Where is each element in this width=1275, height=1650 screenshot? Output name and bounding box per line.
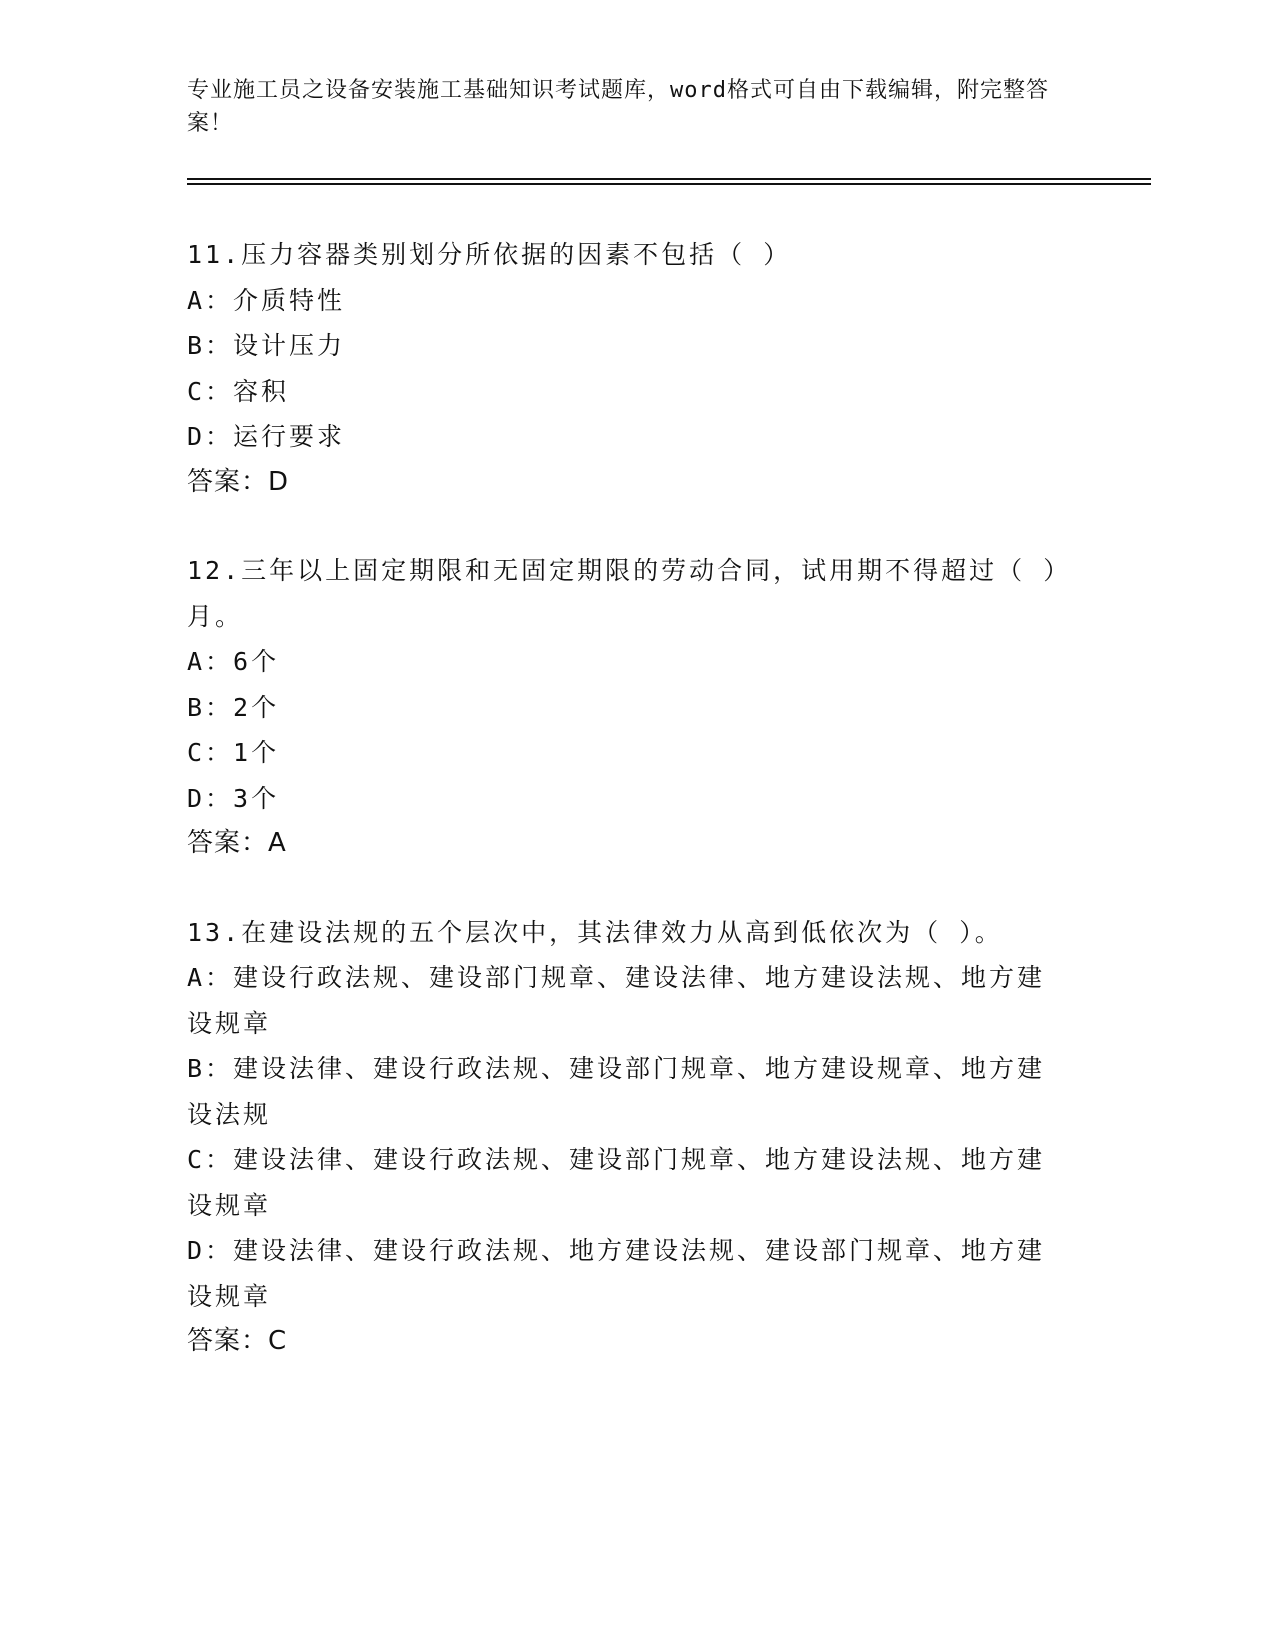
- question-13: [187, 910, 1087, 1365]
- option-b: B：设计压力: [187, 331, 346, 360]
- option-b: B：建设法律、建设行政法规、建设部门规章、地方建设规章、地方建设法规: [187, 1054, 1046, 1129]
- question-stem: 12.三年以上固定期限和无固定期限的劳动合同，试用期不得超过（ ）月。: [187, 556, 1059, 631]
- option-c: C：1个: [187, 738, 280, 767]
- question-stem: 13.在建设法规的五个层次中，其法律效力从高到低依次为（ ）。: [187, 917, 1003, 947]
- option-c: C：容积: [187, 376, 290, 406]
- document-header: 专业施工员之设备安装施工基础知识考试题库，word格式可自由下载编辑，附完整答案！: [187, 78, 1049, 136]
- option-a: A：6个: [187, 647, 280, 676]
- option-d: D：3个: [187, 783, 280, 813]
- option-d: D：运行要求: [187, 422, 346, 451]
- option-d: D：建设法律、建设行政法规、地方建设法规、建设部门规章、地方建设规章: [187, 1236, 1046, 1311]
- question-answer: 答案：C: [187, 1326, 288, 1356]
- option-b: B：2个: [187, 692, 280, 722]
- header-rule-top: [187, 178, 1151, 180]
- header-rule-bottom: [187, 183, 1151, 185]
- question-answer: 答案：A: [187, 828, 287, 858]
- option-a: A：介质特性: [187, 285, 346, 315]
- question-answer: 答案：D: [187, 466, 290, 497]
- option-c: C：建设法律、建设行政法规、建设部门规章、地方建设法规、地方建设规章: [187, 1145, 1046, 1220]
- question-11: [187, 232, 1087, 505]
- question-list: [187, 232, 1087, 1408]
- question-12: [187, 548, 1087, 867]
- option-a: A：建设行政法规、建设部门规章、建设法律、地方建设法规、地方建设规章: [187, 963, 1046, 1038]
- question-stem: 11.压力容器类别划分所依据的因素不包括（ ）: [187, 240, 792, 269]
